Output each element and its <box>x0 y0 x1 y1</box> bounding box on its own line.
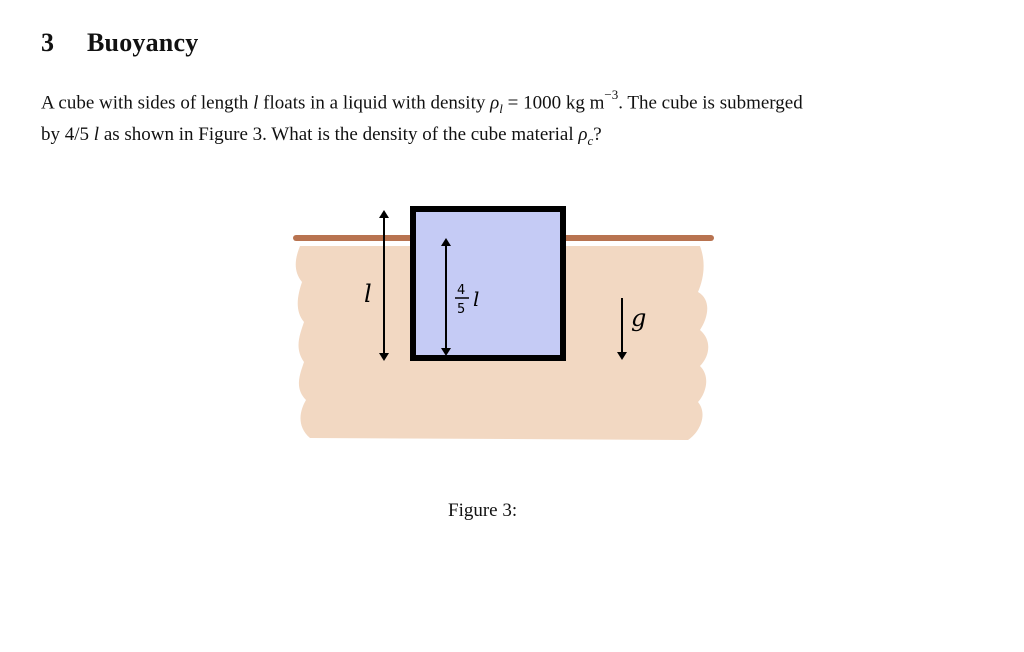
text-run: = 1000 kg m <box>502 92 605 114</box>
subscript-l: l <box>499 101 503 117</box>
fraction-numerator: 4 <box>457 283 466 298</box>
var-rho: ρ <box>578 124 588 146</box>
cube <box>413 209 563 358</box>
var-rho: ρ <box>490 92 500 114</box>
figure-caption: Figure 3: <box>448 500 518 521</box>
section-title: Buoyancy <box>87 28 199 57</box>
fraction-variable: l <box>473 287 480 311</box>
gravity-label: g <box>631 304 647 332</box>
side-length-label: l <box>364 280 372 308</box>
fraction-denominator: 5 <box>457 302 466 317</box>
text-run: floats in a liquid with density <box>258 92 491 114</box>
text-run: A cube with sides of length <box>41 92 254 114</box>
var-l: l <box>93 124 100 146</box>
text-run: . The cube is submerged <box>618 92 803 114</box>
text-run: by 4/5 <box>41 124 94 146</box>
section-number: 3 <box>41 28 55 57</box>
subscript-c: c <box>587 132 594 148</box>
superscript-exp: −3 <box>604 87 619 102</box>
text-run: as shown in Figure 3. What is the density of the cube material <box>99 124 579 146</box>
var-l: l <box>253 92 259 114</box>
text-run: ? <box>593 124 602 146</box>
